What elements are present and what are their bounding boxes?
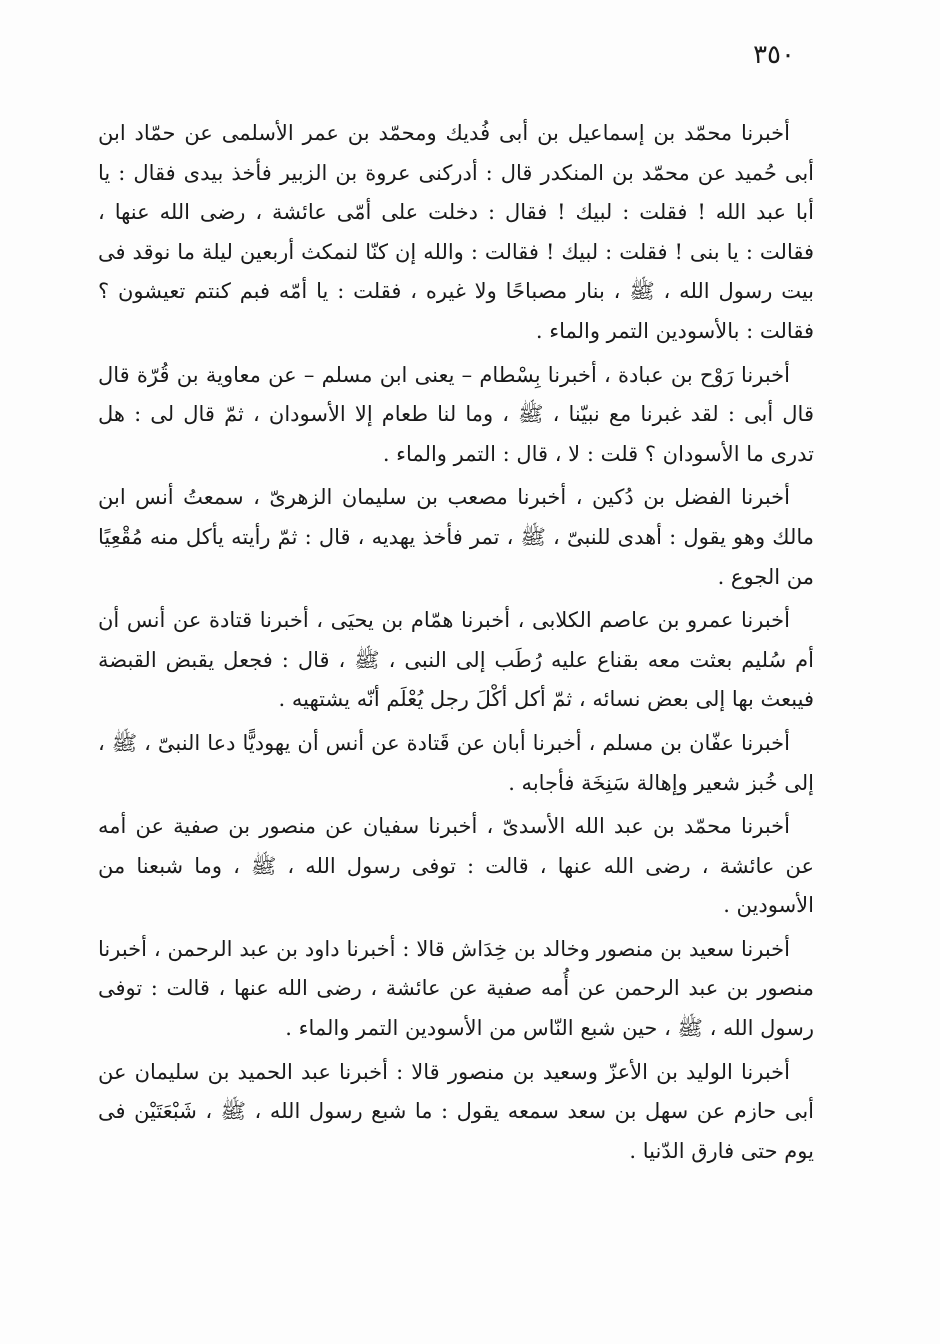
paragraph-4: أخبرنا عمرو بن عاصم الكلابى ، أخبرنا همّام بن يحيَى ، أخبرنا قتادة عن أنس أن أم سُليم بعثت معه بقناع عليه رُطَب إلى النبى ، ﷺ ، قال : فجعل يقبض القبضة فيبعث بها إلى بعض نسائه ، ثمّ أكل أكْلَ رجل يُعْلَم أنّه يشتهيه . <box>98 608 814 712</box>
text-block <box>98 114 814 1175</box>
paragraph-2: أخبرنا رَوْح بن عبادة ، أخبرنا بِسْطام – يعنى ابن مسلم – عن معاوية بن قُرّة قال قال أبى : لقد غبرنا مع نبيّنا ، ﷺ ، وما لنا طعام إلا الأسودان ، ثمّ قال لى : هل تدرى ما الأسودان ؟ قلت : لا ، قال : التمر والماء . <box>98 362 814 466</box>
paragraph-1: أخبرنا محمّد بن إسماعيل بن أبى فُديك ومحمّد بن عمر الأسلمى عن حمّاد ابن أبى حُميد عن محمّد بن المنكدر قال : أدركنى عروة بن الزبير فأخذ بيدى فقال : يا أبا عبد الله ! فقلت : لبيك ! فقال : دخلت على أمّى عائشة ، رضى الله عنها ، فقالت : يا بنى ! فقلت : لبيك ! فقالت : والله إن كنّا لنمكث أربعين ليلة ما نوقد فى بيت رسول الله ، ﷺ ، بنار مصباحًا ولا غيره ، فقلت : يا أمّه فبم كنتم تعيشون ؟ فقالت : بالأسودين التمر والماء . <box>98 121 814 343</box>
paragraph-3: أخبرنا الفضل بن دُكين ، أخبرنا مصعب بن سليمان الزهرىّ ، سمعتُ أنس ابن مالك وهو يقول : أهدى للنبىّ ، ﷺ ، تمر فأخذ يهديه ، قال : ثمّ رأيته يأكل منه مُقْعِيًا من الجوع . <box>98 485 814 589</box>
paragraph-5: أخبرنا عفّان بن مسلم ، أخبرنا أبان عن قَتادة عن أنس أن يهوديًّا دعا النبىّ ، ﷺ ، إلى خُبز شعير وإهالة سَنِخَة فأجابه . <box>98 730 814 795</box>
paragraph-8: أخبرنا الوليد بن الأعزّ وسعيد بن منصور قالا : أخبرنا عبد الحميد بن سليمان عن أبى حازم عن سهل بن سعد سمعه يقول : ما شبع رسول الله ، ﷺ ، شَبْعَتَيْن فى يوم حتى فارق الدّنيا . <box>98 1059 814 1163</box>
page-number: ٣٥٠ <box>753 40 795 70</box>
paragraph-6: أخبرنا محمّد بن عبد الله الأسدىّ ، أخبرنا سفيان عن منصور بن صفية عن أمه عن عائشة ، رضى الله عنها ، قالت : توفى رسول الله ، ﷺ ، وما شبعنا من الأسودين . <box>98 814 814 918</box>
paragraph-7: أخبرنا سعيد بن منصور وخالد بن خِدَاش قالا : أخبرنا داود بن عبد الرحمن ، أخبرنا منصور بن عبد الرحمن عن أُمه صفية عن عائشة ، رضى الله عنها ، قالت : توفى رسول الله ، ﷺ ، حين شبع النّاس من الأسودين التمر والماء . <box>98 936 814 1041</box>
